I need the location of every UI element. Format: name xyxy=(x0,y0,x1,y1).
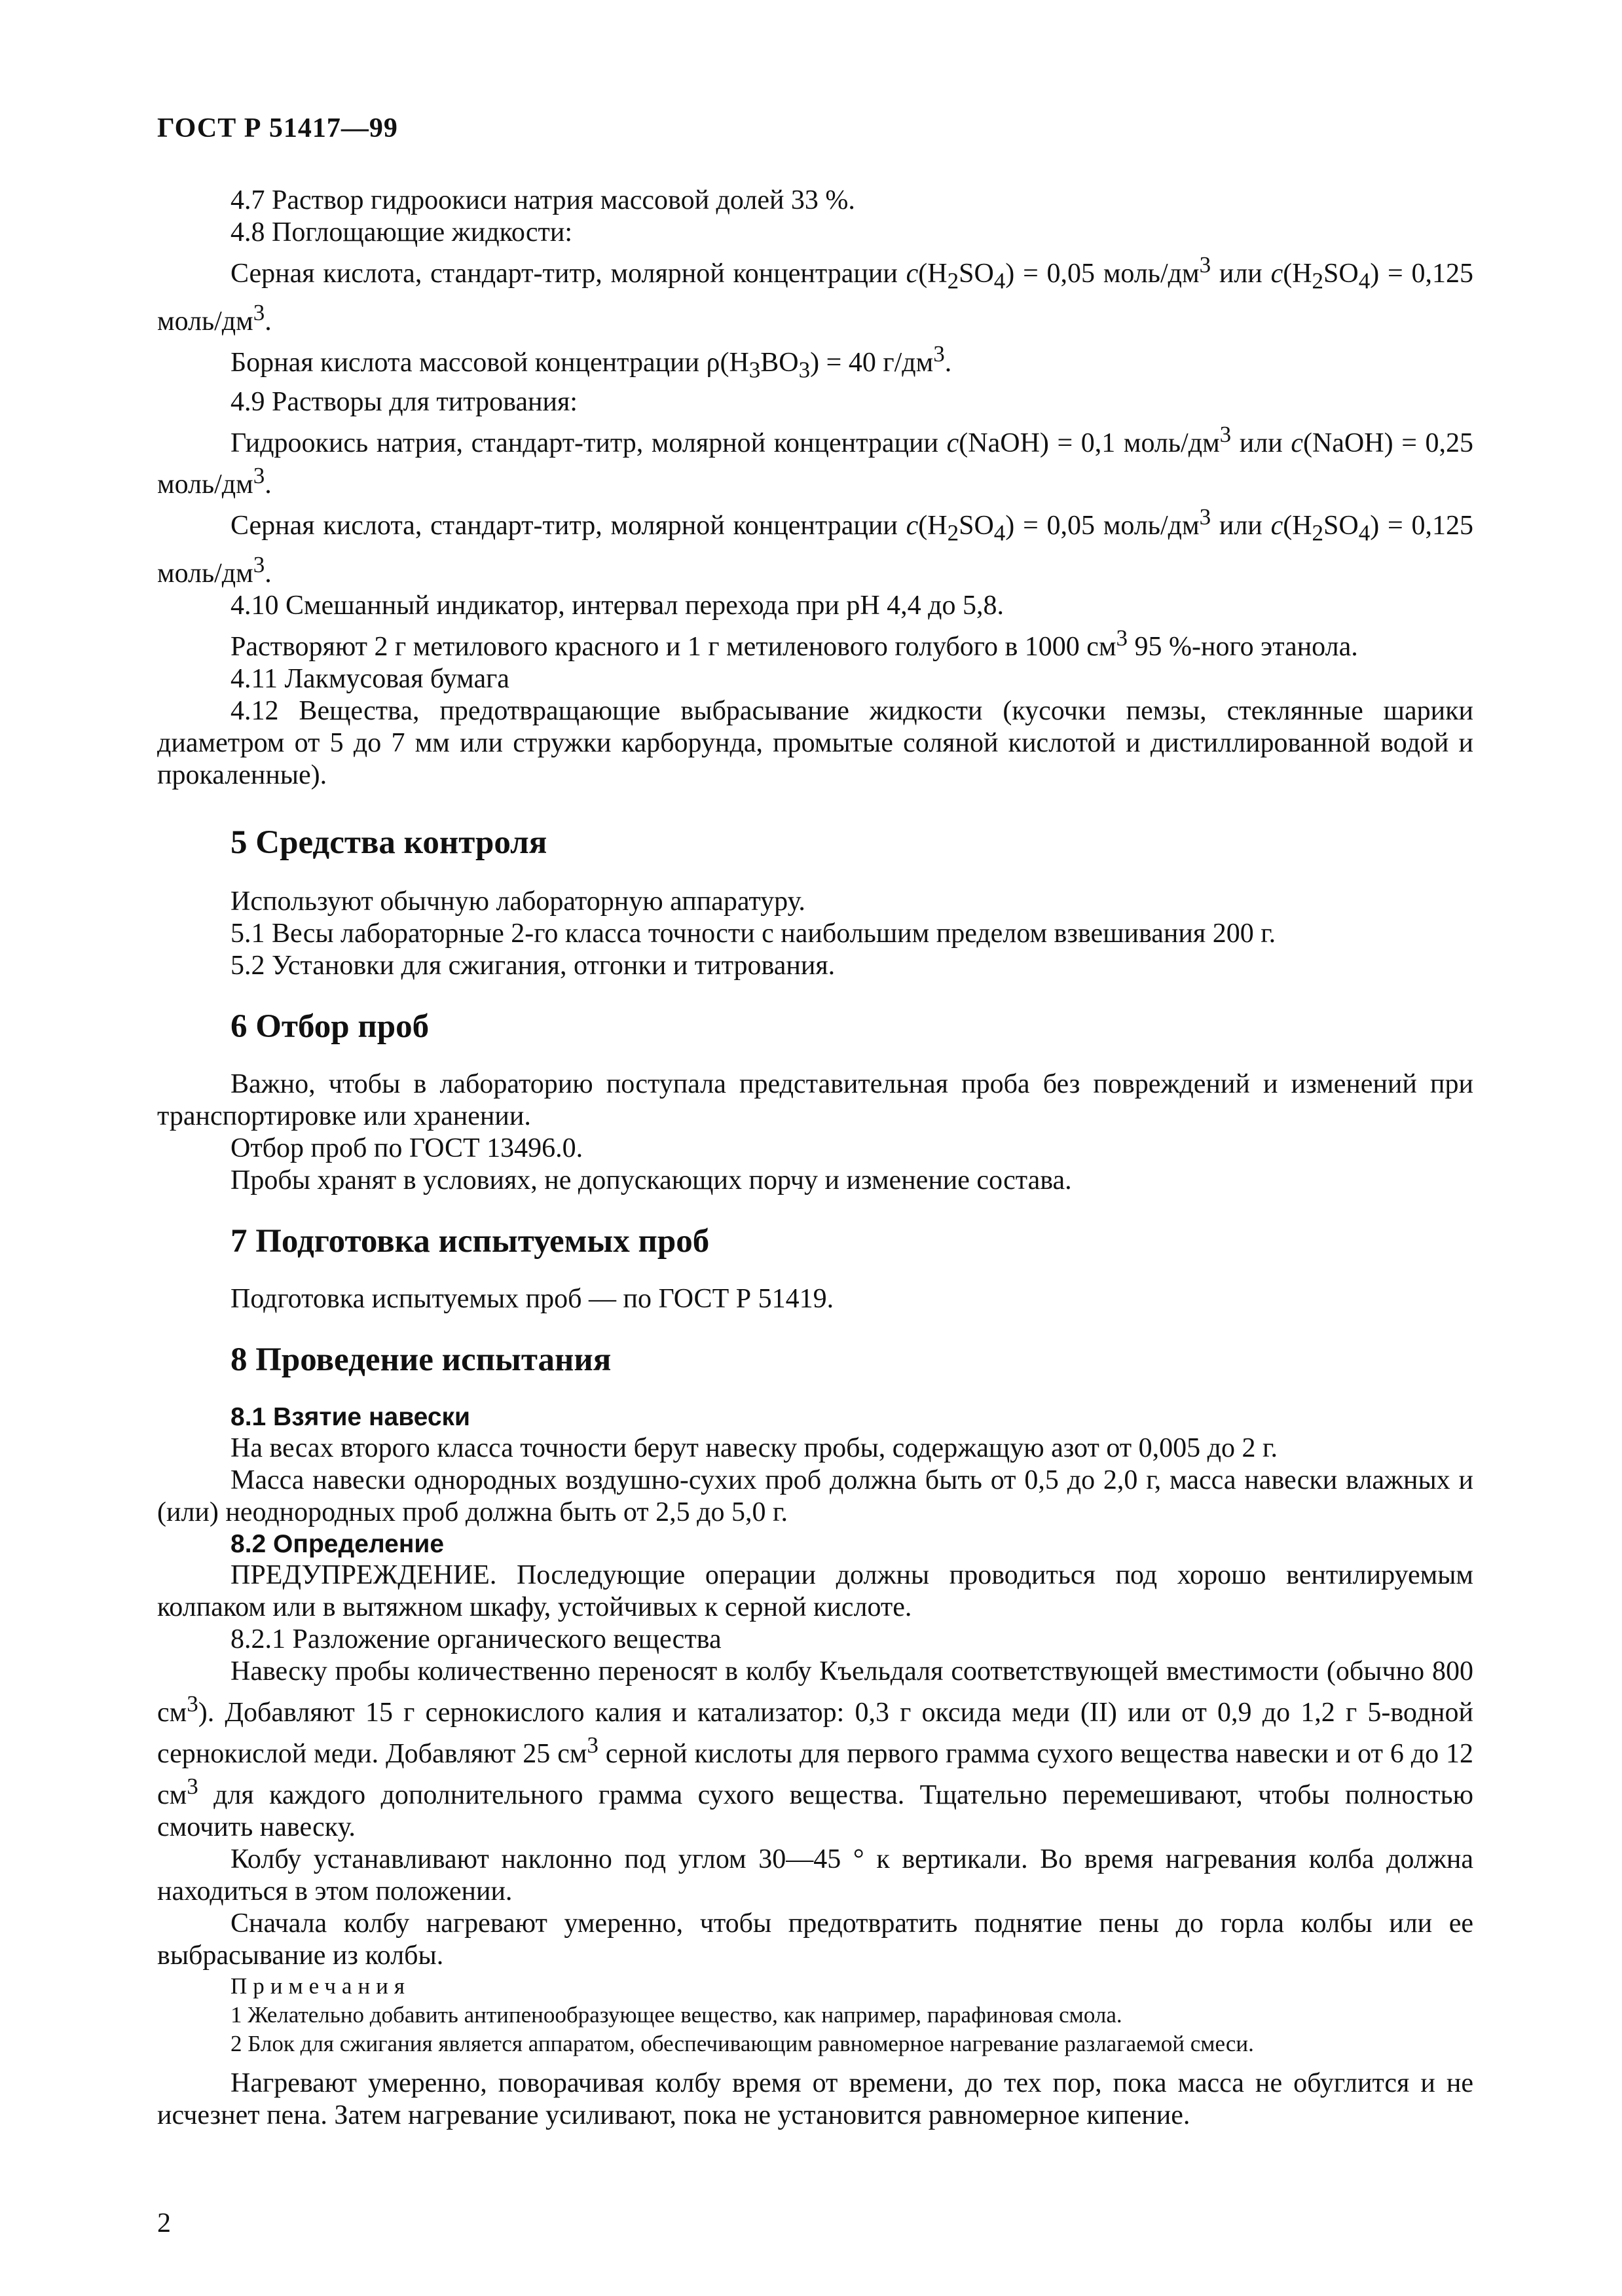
warning-paragraph: ПРЕДУПРЕЖДЕНИЕ. Последующие операции должны проводиться под хорошо вентилируемым колпаком или в вытяжном шкафу, устойчивых к серной кислоте. xyxy=(157,1560,1473,1623)
section-6-p1: Важно, чтобы в лабораторию поступала представительная проба без повреждений и изменений при транспортировке или хранении. xyxy=(157,1069,1473,1132)
page-content xyxy=(157,185,1473,2132)
note-1: 1 Желательно добавить антипенообразующее вещество, как например, парафиновая смола. xyxy=(230,2002,1122,2028)
section-7-p1: Подготовка испытуемых проб — по ГОСТ Р 51419. xyxy=(230,1284,834,1315)
subsection-8-1-title: 8.1 Взятие навески xyxy=(230,1403,471,1432)
subsection-8-2-1-title: 8.2.1 Разложение органического вещества xyxy=(230,1624,722,1655)
page-number: 2 xyxy=(157,2208,171,2238)
subsection-8-1-p1: На весах второго класса точности берут навеску пробы, содержащую азот от 0,005 до 2 г. xyxy=(230,1433,1278,1464)
section-7-title: 7 Подготовка испытуемых проб xyxy=(230,1223,710,1260)
section-5-intro: Используют обычную лабораторную аппаратуру. xyxy=(230,886,805,917)
item-5-2: 5.2 Установки для сжигания, отгонки и титрования. xyxy=(230,951,836,981)
indicator-preparation: Растворяют 2 г метилового красного и 1 г метиленового голубого в 1000 $см^3$ 95 %-ного этанола. xyxy=(230,625,1358,663)
item-4-9: 4.9 Растворы для титрования: xyxy=(230,386,578,417)
item-4-7: 4.7 Раствор гидроокиси натрия массовой долей 33 %. xyxy=(230,185,855,215)
section-6-p2: Отбор проб по ГОСТ 13496.0. xyxy=(230,1133,583,1164)
final-paragraph: Нагревают умеренно, поворачивая колбу время от времени, до тех пор, пока масса не обуглится и не исчезнет пена. Затем нагревание усиливают, пока не установится равномерное кипение. xyxy=(157,2068,1473,2131)
item-4-12: 4.12 Вещества, предотвращающие выбрасывание жидкости (кусочки пемзы, стеклянные шарики диаметром от 5 до 7 мм или стружки карборунда, промытые соляной кислотой и дистиллированной водой и прокаленные). xyxy=(157,696,1473,791)
section-6-title: 6 Отбор проб xyxy=(230,1008,430,1046)
standard-header: ГОСТ Р 51417—99 xyxy=(157,113,398,143)
item-4-10: 4.10 Смешанный индикатор, интервал перехода при pH 4,4 до 5,8. xyxy=(230,591,1005,621)
notes-heading: Примечания xyxy=(230,1973,411,1999)
digestion-paragraph: Навеску пробы количественно переносят в колбу Къельдаля соответствующей вместимости (обычно 800 $см^3$). Добавляют 15 г сернокислого калия и катализатор: 0,3 г оксида меди (II) или от 0,9 до 1,2 г 5-водной сернокислой меди. Добавляют 25 $см^3$ серной кислоты для первого грамма сухого вещества навески и от 6 до 12 $см^3$ для каждого дополнительного грамма сухого вещества. Тщательно перемешивают, чтобы полностью смочить навеску. xyxy=(157,1656,1473,1843)
subsection-8-1-p2: Масса навески однородных воздушно-сухих проб должна быть от 0,5 до 2,0 г, масса навески влажных и (или) неоднородных проб должна быть от 2,5 до 5,0 г. xyxy=(157,1465,1473,1528)
sulfuric-acid-absorbing: Серная кислота, стандарт-титр, молярной концентрации $c(H_2SO_4) = 0,05$ моль/$дм^3$ или $c(H_2SO_4) = 0,125$ моль/$дм^3$. xyxy=(157,252,1473,337)
item-4-8: 4.8 Поглощающие жидкости: xyxy=(230,217,573,247)
section-8-title: 8 Проведение испытания xyxy=(230,1341,612,1379)
note-2: 2 Блок для сжигания является аппаратом, обеспечивающим равномерное нагревание разлагаемой смеси. xyxy=(230,2031,1254,2057)
boric-acid: Борная кислота массовой концентрации $\rho(H_3BO_3) = 40$ $г/дм^3$. xyxy=(230,341,952,383)
section-5-title: 5 Средства контроля xyxy=(230,824,547,862)
subsection-8-2-title: 8.2 Определение xyxy=(230,1530,445,1559)
item-4-11: 4.11 Лакмусовая бумага xyxy=(230,664,509,695)
sodium-hydroxide-titrant: Гидроокись натрия, стандарт-титр, молярной концентрации c(NaOH) = 0,1 моль/$дм^3$ или c(NaOH) = 0,25 моль/$дм^3$. xyxy=(157,421,1473,500)
sulfuric-acid-titrant: Серная кислота, стандарт-титр, молярной концентрации $c(H_2SO_4) = 0,05$ моль/$дм^3$ или $c(H_2SO_4) = 0,125$ моль/$дм^3$. xyxy=(157,503,1473,589)
section-6-p3: Пробы хранят в условиях, не допускающих порчу и изменение состава. xyxy=(230,1165,1072,1196)
item-5-1: 5.1 Весы лабораторные 2-го класса точности с наибольшим пределом взвешивания 200 г. xyxy=(230,919,1276,949)
heating-paragraph: Сначала колбу нагревают умеренно, чтобы предотвратить поднятие пены до горла колбы или ее выбрасывание из колбы. xyxy=(157,1908,1473,1971)
flask-angle-paragraph: Колбу устанавливают наклонно под углом 30—45 ° к вертикали. Во время нагревания колба должна находиться в этом положении. xyxy=(157,1844,1473,1907)
